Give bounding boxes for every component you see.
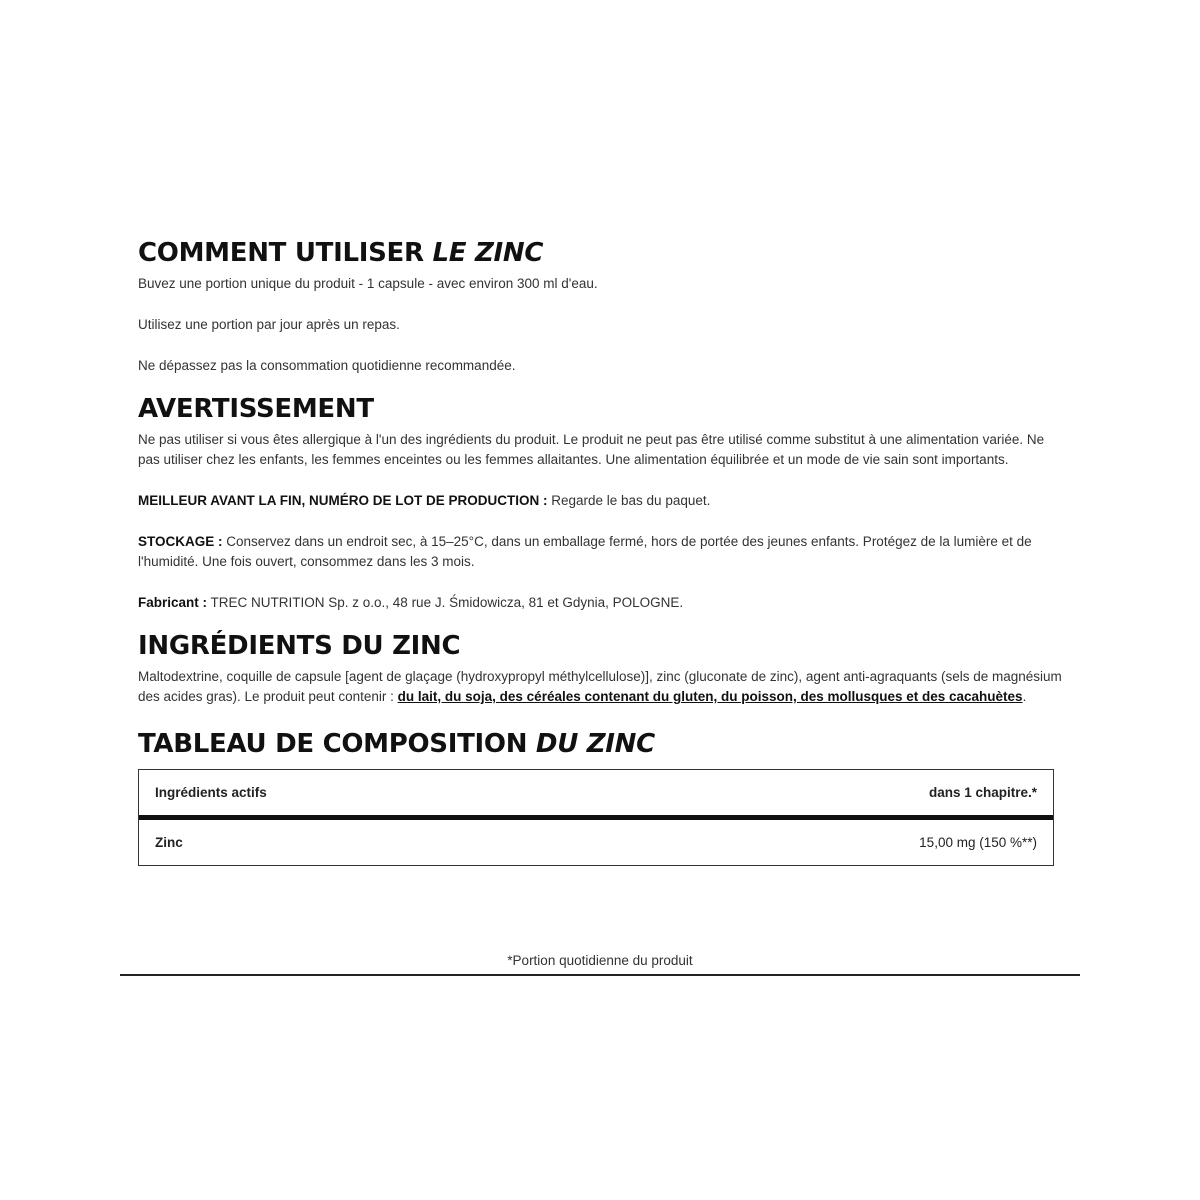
- composition-title-italic: DU ZINC: [535, 729, 655, 759]
- table-row: [139, 820, 1053, 865]
- composition-table: [138, 769, 1054, 866]
- manufacturer-value: TREC NUTRITION Sp. z o.o., 48 rue J. Śmidowicza, 81 et Gdynia, POLOGNE.: [207, 595, 684, 610]
- table-header-ingredients: Ingrédients actifs: [155, 785, 267, 800]
- table-cell-ingredient: Zinc: [155, 835, 183, 850]
- best-before-label: MEILLEUR AVANT LA FIN, NUMÉRO DE LOT DE PRODUCTION :: [138, 493, 548, 508]
- storage-value: Conservez dans un endroit sec, à 15–25°C, dans un emballage fermé, hors de portée des jeunes enfants. Protégez de la lumière et de l'humidité. Une fois ouvert, consommez dans les 3 mois.: [138, 534, 1032, 569]
- allergens-text: du lait, du soja, des céréales contenant du gluten, du poisson, des mollusques et des cacahuètes: [397, 689, 1023, 704]
- product-info-content: [138, 236, 1063, 866]
- best-before-line: [138, 491, 1063, 511]
- usage-paragraph: Ne dépassez pas la consommation quotidienne recommandée.: [138, 358, 516, 373]
- best-before-value: Regarde le bas du paquet.: [547, 493, 711, 508]
- warning-heading: AVERTISSEMENT: [138, 394, 374, 424]
- how-to-use-title-italic: LE ZINC: [432, 238, 544, 268]
- table-cell-amount: 15,00 mg (150 %**): [919, 835, 1037, 850]
- composition-heading: [138, 727, 1063, 761]
- ingredients-end: .: [1022, 689, 1027, 704]
- ingredients-heading: INGRÉDIENTS DU ZINC: [138, 631, 461, 661]
- usage-paragraph: Utilisez une portion par jour après un repas.: [138, 317, 400, 332]
- warning-text: Ne pas utiliser si vous êtes allergique à l'un des ingrédients du produit. Le produit ne peut pas être utilisé comme substitut à une alimentation variée. Ne pas utiliser chez les enfants, les femmes enceintes ou les femmes allaitantes. Une alimentation équilibrée et un mode de vie sain sont importants.: [138, 432, 1045, 467]
- table-footnote: *Portion quotidienne du produit: [120, 952, 1080, 976]
- manufacturer-label: Fabricant :: [138, 595, 208, 610]
- table-header-serving: dans 1 chapitre.*: [928, 785, 1037, 800]
- table-header-row: [139, 770, 1053, 820]
- manufacturer-line: [138, 593, 1063, 613]
- usage-paragraph: Buvez une portion unique du produit - 1 capsule - avec environ 300 ml d'eau.: [138, 276, 598, 291]
- ingredients-list: Maltodextrine, coquille de capsule [agent de glaçage (hydroxypropyl méthylcellulose)], zinc (gluconate de zinc), agent anti-agraquants (sels de magnésium des acides gras). Le produit peut contenir :: [138, 669, 1062, 704]
- storage-label: STOCKAGE :: [138, 534, 223, 549]
- how-to-use-title: COMMENT UTILISER: [138, 238, 433, 268]
- how-to-use-heading: [138, 236, 1063, 270]
- ingredients-text: [138, 667, 1063, 707]
- storage-line: [138, 532, 1063, 572]
- composition-title: TABLEAU DE COMPOSITION: [138, 729, 536, 759]
